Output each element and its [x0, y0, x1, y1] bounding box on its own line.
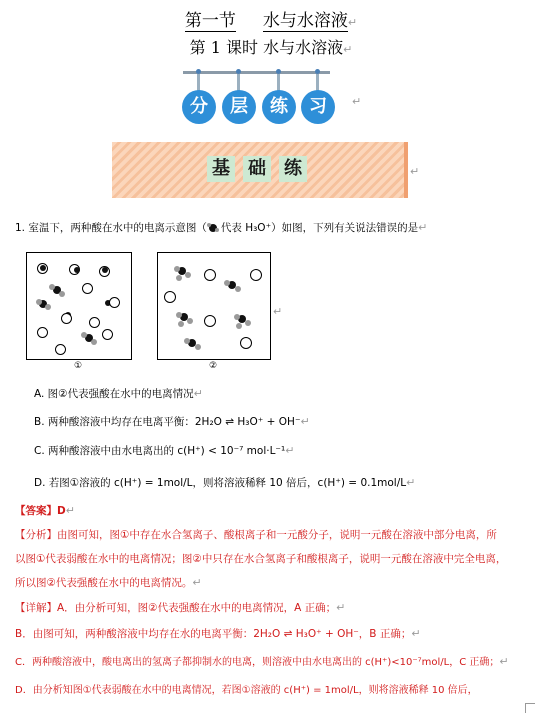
option-b[interactable]: B. 两种酸溶液中均存在电离平衡：2H₂O ⇌ H₃O⁺ + OH⁻↵ — [34, 415, 310, 428]
option-a-text: A. 图②代表强酸在水中的电离情况 — [34, 388, 194, 400]
h-atom-icon — [174, 266, 180, 272]
analysis-line-1: 【分析】由图可知，图①中存在水合氢离子、酸根离子和一元酸分子，说明一元酸在溶液中部分电离，所 — [15, 529, 497, 541]
badge-rail — [183, 71, 330, 74]
figure-2-box — [157, 252, 271, 360]
h-atom-icon — [245, 320, 251, 326]
badge-xi: 习 — [301, 90, 335, 124]
question-stem: 1. 室温下，两种酸在水中的电离示意图（ 代表 H₃O⁺）如图，下列有关说法错误的是↵ — [15, 221, 428, 234]
lesson-subtitle: 第 1 课时 水与水溶液↵ — [189, 38, 353, 57]
molecule-dot-icon — [40, 265, 46, 271]
h-atom-icon — [234, 314, 240, 320]
question-text-b: 代表 H₃O⁺）如图，下列有关说法错误的是 — [220, 222, 419, 234]
h-atom-icon — [224, 280, 230, 286]
detail-a-text: 【详解】A．由分析可知，图②代表强酸在水中的电离情况，A 正确； — [15, 602, 337, 614]
h-atom-icon — [36, 299, 42, 305]
lesson-subtitle-text: 第 1 课时 水与水溶液 — [189, 38, 344, 57]
figure-1-label: ① — [74, 361, 83, 371]
figure-1-box — [26, 252, 132, 360]
h-atom-icon — [91, 339, 97, 345]
option-d-text: D. 若图①溶液的 c(H⁺) = 1mol/L，则将溶液稀释 10 倍后，c(H⁺) = 0.1mol/L — [34, 477, 407, 489]
hydronium-symbol-icon — [207, 223, 221, 234]
molecule-dot-icon — [102, 267, 108, 273]
badge-ceng: 层 — [222, 90, 256, 124]
h-atom-icon — [176, 275, 182, 281]
anion-circle-icon — [55, 344, 66, 355]
option-d[interactable]: D. 若图①溶液的 c(H⁺) = 1mol/L，则将溶液稀释 10 倍后，c(H⁺) = 0.1mol/L↵ — [34, 476, 416, 489]
question-text-a: 1. 室温下，两种酸在水中的电离示意图（ — [15, 222, 207, 234]
molecule-dot-icon — [74, 267, 80, 273]
anion-circle-icon — [89, 317, 100, 328]
section-title: 第一节 水与水溶液↵ — [184, 11, 358, 31]
answer-label-text: 【答案】D — [15, 505, 66, 517]
banner-char-chu: 础 — [243, 156, 271, 182]
anion-circle-icon — [109, 297, 120, 308]
analysis-line-3: 所以图②代表强酸在水中的电离情况。↵ — [15, 576, 202, 589]
paragraph-mark: ↵ — [410, 165, 420, 178]
h-atom-icon — [176, 312, 182, 318]
option-c[interactable]: C. 两种酸溶液中由水电离出的 c(H⁺) < 10⁻⁷ mol·L⁻¹↵ — [34, 444, 295, 457]
detail-a: 【详解】A．由分析可知，图②代表强酸在水中的电离情况，A 正确；↵ — [15, 601, 346, 614]
detail-b: B．由图可知，两种酸溶液中均存在水的电离平衡：2H₂O ⇌ H₃O⁺ + OH⁻，B 正确；↵ — [15, 627, 421, 640]
h-atom-icon — [45, 304, 51, 310]
option-b-text: B. 两种酸溶液中均存在电离平衡：2H₂O ⇌ H₃O⁺ + OH⁻ — [34, 416, 301, 428]
anion-circle-icon — [240, 337, 252, 349]
h-atom-icon — [184, 338, 190, 344]
anion-circle-icon — [204, 315, 216, 327]
h-atom-icon — [59, 291, 65, 297]
anion-circle-icon — [102, 329, 113, 340]
detail-c-text: C．两种酸溶液中，酸电离出的氢离子都抑制水的电离，则溶液中由水电离出的 c(H⁺)<10⁻⁷mol/L，C 正确； — [15, 657, 500, 668]
banner-char-lian: 练 — [279, 156, 307, 182]
h-atom-icon — [178, 321, 184, 327]
option-a[interactable]: A. 图②代表强酸在水中的电离情况↵ — [34, 387, 203, 400]
anion-circle-icon — [37, 327, 48, 338]
paragraph-mark: ↵ — [352, 95, 362, 108]
h-atom-icon — [195, 344, 201, 350]
badge-lian: 练 — [262, 90, 296, 124]
analysis-line-3-text: 所以图②代表强酸在水中的电离情况。 — [15, 577, 193, 589]
answer-label: 【答案】D↵ — [15, 504, 75, 517]
h-atom-icon — [235, 286, 241, 292]
h-atom-icon — [236, 323, 242, 329]
h-atom-icon — [187, 318, 193, 324]
crop-mark — [525, 703, 526, 713]
detail-c: C．两种酸溶液中，酸电离出的氢离子都抑制水的电离，则溶液中由水电离出的 c(H⁺)<10⁻⁷mol/L，C 正确；↵ — [15, 655, 509, 668]
h-atom-icon — [185, 272, 191, 278]
analysis-line-2: 以图①代表弱酸在水中的电离情况；图②中只存在水合氢离子和酸根离子，说明一元酸在溶液中完全电离， — [15, 553, 507, 565]
anion-circle-icon — [61, 313, 72, 324]
banner-strip — [404, 142, 408, 198]
anion-circle-icon — [250, 269, 262, 281]
badge-fen: 分 — [182, 90, 216, 124]
section-title-left: 第一节 — [184, 11, 236, 31]
detail-b-text: B．由图可知，两种酸溶液中均存在水的电离平衡：2H₂O ⇌ H₃O⁺ + OH⁻，B 正确； — [15, 628, 412, 640]
banner-char-ji: 基 — [207, 156, 235, 182]
section-title-right: 水与水溶液 — [262, 11, 348, 31]
option-c-text: C. 两种酸溶液中由水电离出的 c(H⁺) < 10⁻⁷ mol·L⁻¹ — [34, 445, 286, 457]
anion-circle-icon — [164, 291, 176, 303]
anion-circle-icon — [204, 269, 216, 281]
h-atom-icon — [81, 332, 87, 338]
anion-circle-icon — [82, 283, 93, 294]
paragraph-mark: ↵ — [273, 305, 283, 318]
h-atom-icon — [49, 284, 55, 290]
figure-2-label: ② — [209, 361, 218, 371]
detail-d: D．由分析知图①代表弱酸在水中的电离情况，若图①溶液的 c(H⁺) = 1mol/L，则将溶液稀释 10 倍后， — [15, 685, 478, 696]
crop-mark — [525, 703, 535, 704]
